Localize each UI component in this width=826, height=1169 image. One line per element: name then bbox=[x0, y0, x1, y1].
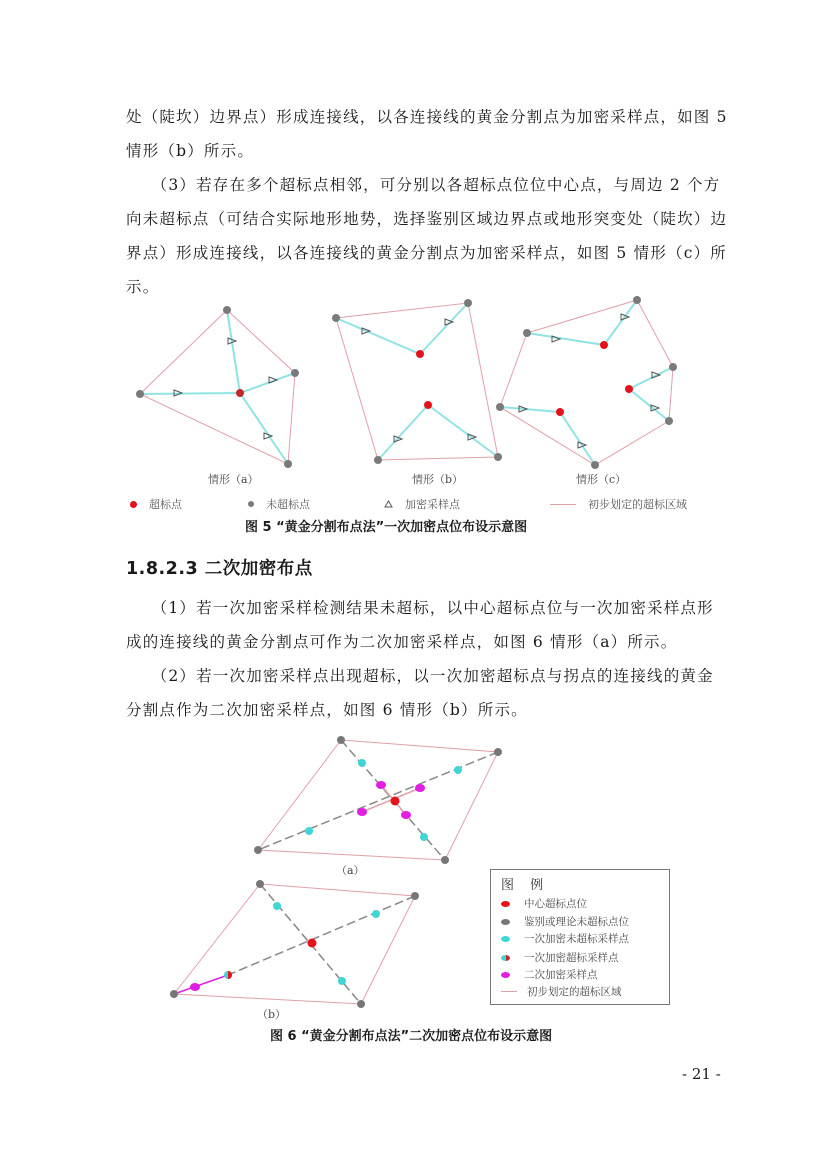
text-line: （3）若存在多个超标点相邻，可分别以各超标点位位中心点，与周边 2 个方 bbox=[126, 176, 721, 194]
page-number: - 21 - bbox=[682, 1065, 721, 1083]
figure5-label-b: 情形（b） bbox=[412, 473, 464, 486]
magenta-dot-icon bbox=[501, 972, 510, 978]
legend-item: 初步划定的超标区域 bbox=[550, 496, 687, 512]
gray-dot-icon bbox=[501, 919, 510, 925]
cyan-dot-icon bbox=[501, 936, 510, 942]
pink-line-icon bbox=[501, 991, 517, 992]
legend-item: 中心超标点位 bbox=[501, 896, 587, 911]
figure6-case-b bbox=[170, 880, 419, 1008]
figure6-caption: 图 6 “黄金分割布点法”二次加密点位布设示意图 bbox=[270, 1029, 553, 1044]
red-dot-icon bbox=[501, 901, 510, 907]
text-line: 示。 bbox=[126, 278, 160, 296]
figure5-caption: 图 5 “黄金分割布点法”一次加密点位布设示意图 bbox=[245, 520, 528, 535]
legend-item: 二次加密采样点 bbox=[501, 967, 598, 982]
figure5-label-c: 情形（c） bbox=[576, 473, 627, 486]
section-heading: 1.8.2.3 二次加密布点 bbox=[126, 559, 313, 579]
legend-item: 一次加密超标采样点 bbox=[501, 950, 619, 965]
text-line: 分割点作为二次加密采样点，如图 6 情形（b）所示。 bbox=[126, 701, 528, 719]
legend-item: 初步划定的超标区域 bbox=[501, 984, 622, 999]
figure6-label-a: （a） bbox=[336, 864, 365, 877]
text-line: 向未超标点（可结合实际地形地势，选择鉴别区域边界点或地形突变处（陡坎）边 bbox=[126, 210, 728, 228]
figure6-case-a bbox=[254, 736, 502, 864]
text-line: 界点）形成连接线，以各连接线的黄金分割点为加密采样点，如图 5 情形（c）所 bbox=[126, 244, 727, 262]
cyan-red-dot-icon bbox=[501, 955, 510, 961]
legend-item: 加密采样点 bbox=[384, 496, 460, 512]
legend-item: 超标点 bbox=[130, 496, 182, 512]
text-line: 处（陡坎）边界点）形成连接线，以各连接线的黄金分割点为加密采样点，如图 5 bbox=[126, 108, 728, 126]
figure5-label-a: 情形（a） bbox=[208, 473, 259, 486]
legend-item: 一次加密未超标采样点 bbox=[501, 931, 629, 946]
figure6-label-b: （b） bbox=[257, 1008, 287, 1021]
text-line: （2）若一次加密采样点出现超标，以一次加密超标点与拐点的连接线的黄金 bbox=[126, 667, 714, 685]
text-line: （1）若一次加密采样检测结果未超标，以中心超标点位与一次加密采样点形 bbox=[126, 599, 714, 617]
legend-title: 图 例 bbox=[501, 878, 550, 893]
text-line: 情形（b）所示。 bbox=[126, 142, 255, 160]
legend-item: 鉴别或理论未超标点位 bbox=[501, 914, 629, 929]
text-line: 成的连接线的黄金分割点可作为二次加密采样点，如图 6 情形（a）所示。 bbox=[126, 633, 678, 651]
figure6-legend bbox=[490, 869, 670, 1005]
legend-item: 未超标点 bbox=[248, 496, 310, 512]
